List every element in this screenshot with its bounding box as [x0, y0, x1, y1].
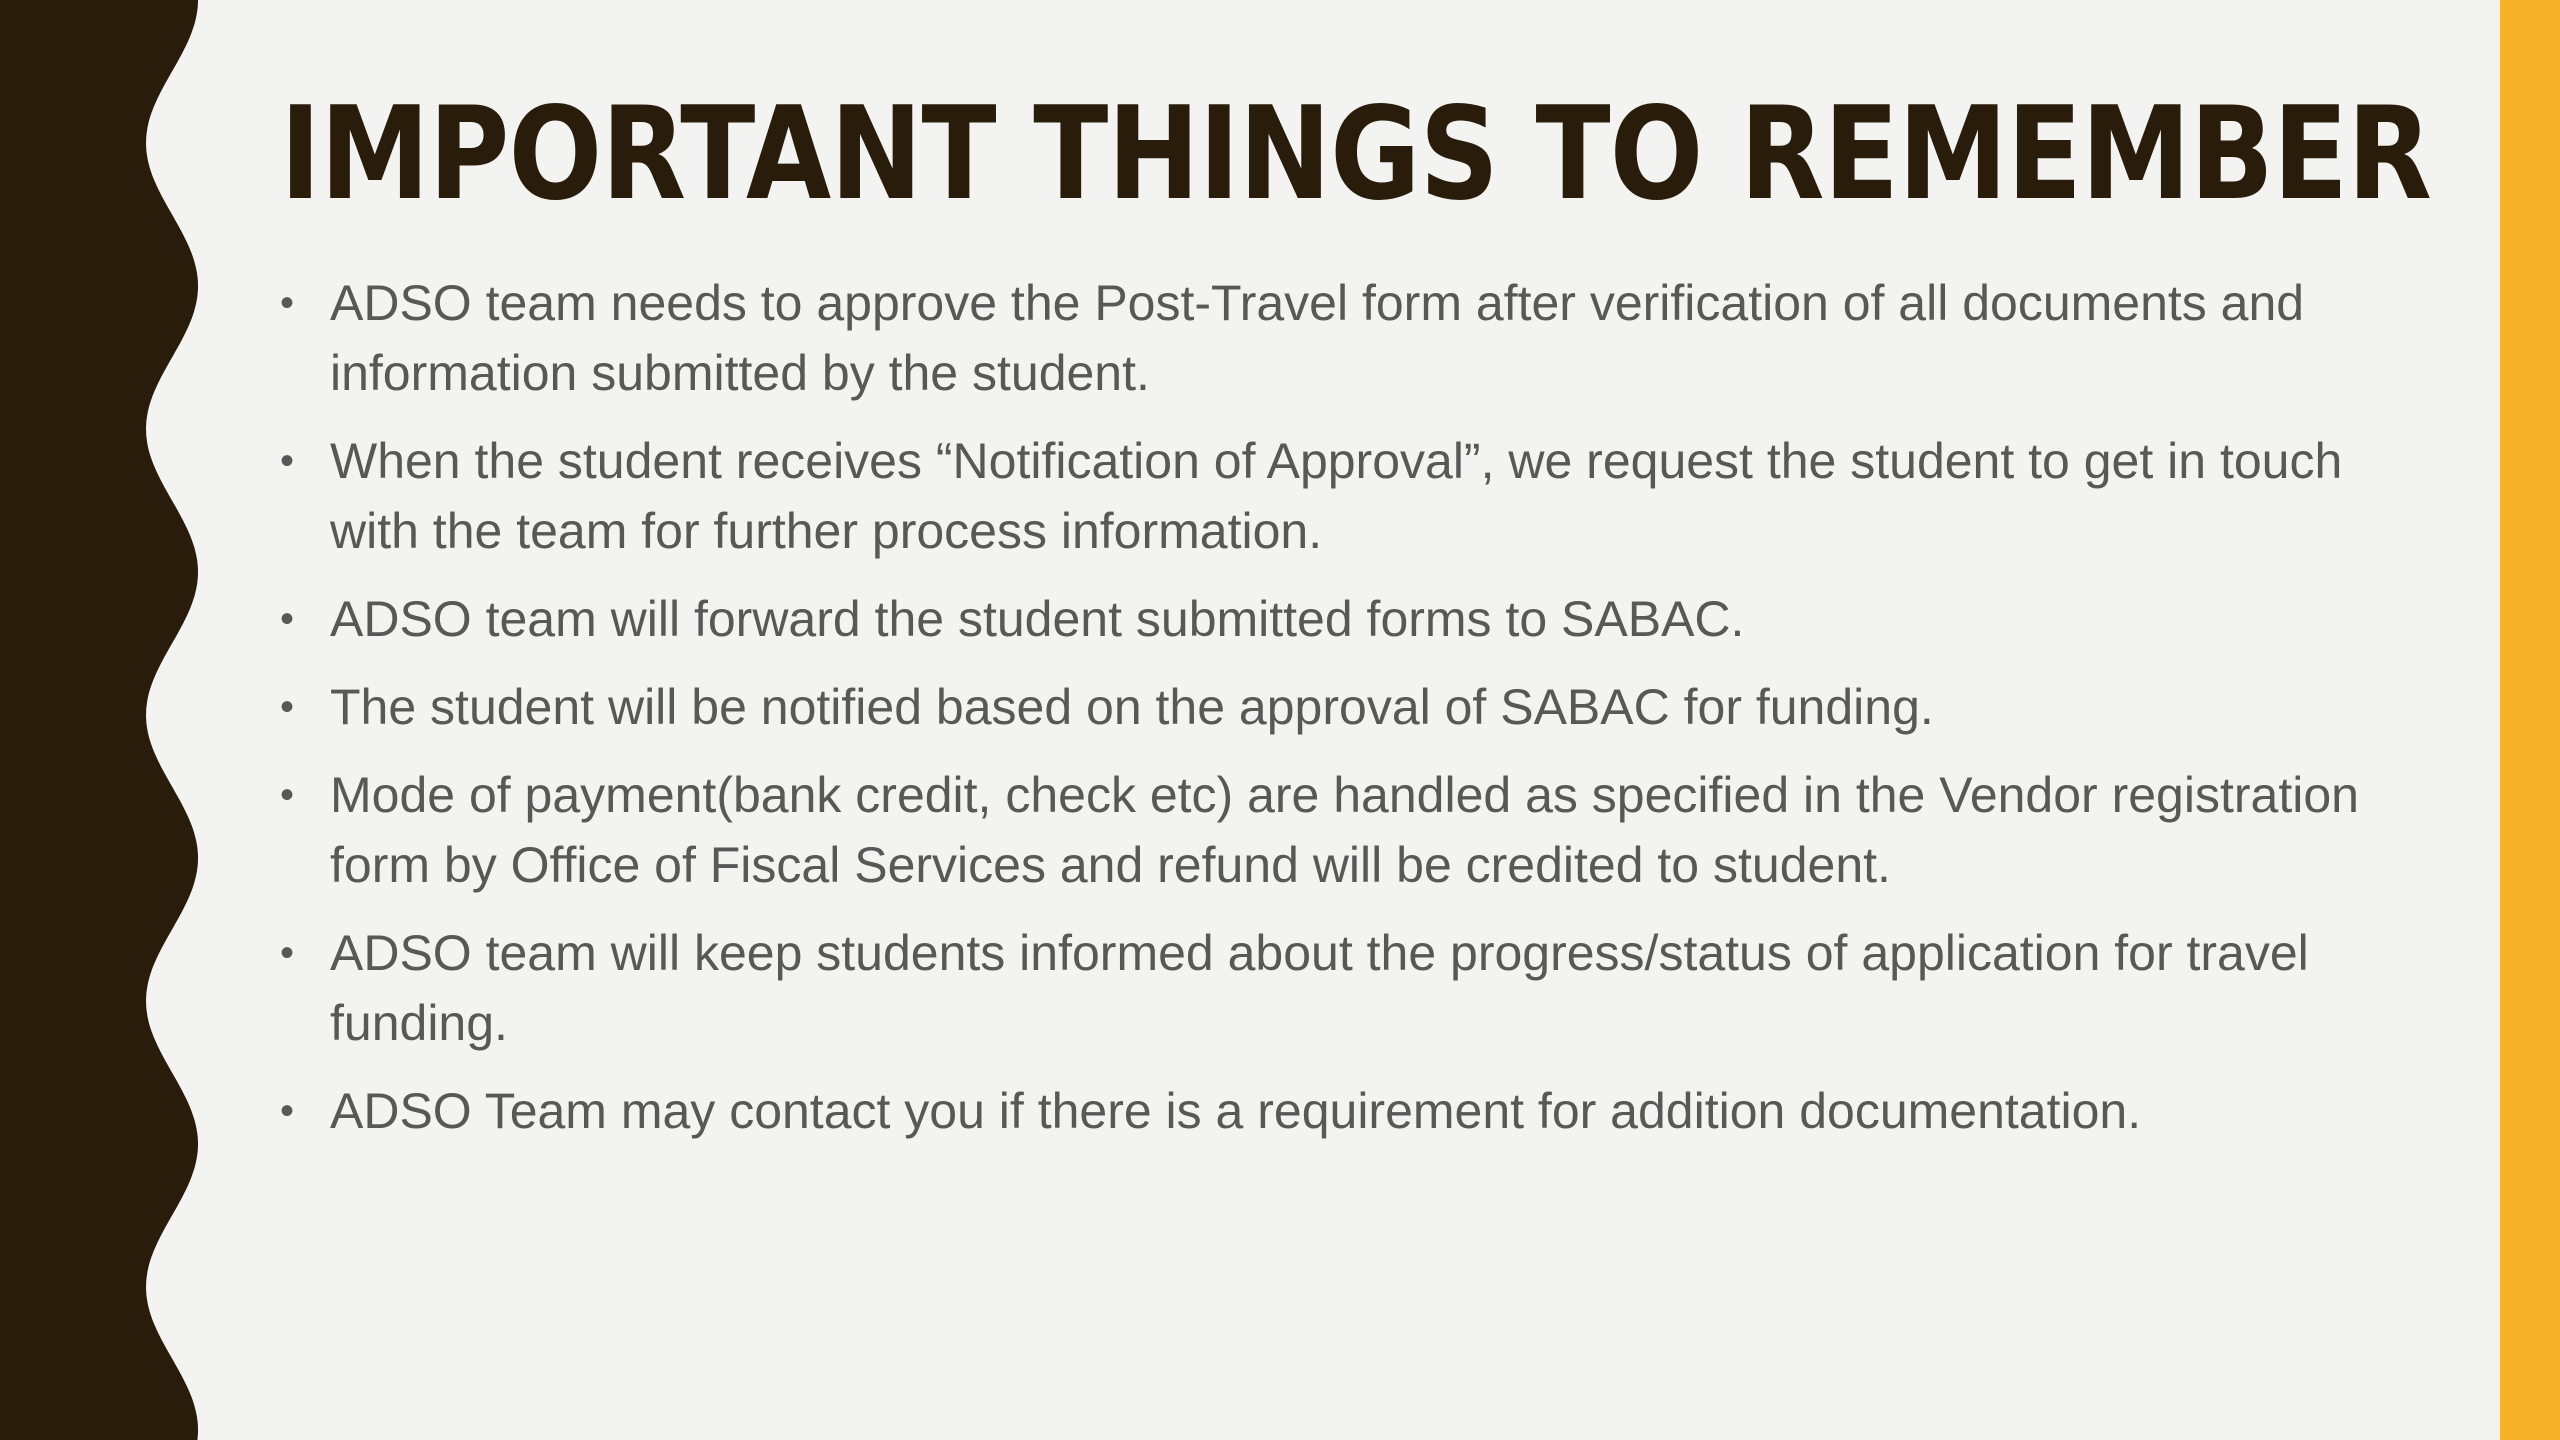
bullet-dot-icon: • — [280, 281, 295, 325]
wave-shape — [0, 0, 198, 1440]
bullet-list — [280, 268, 2360, 1164]
bullet-item — [280, 1076, 2360, 1146]
bullet-dot-icon: • — [280, 773, 295, 817]
bullet-item — [280, 760, 2360, 900]
wavy-left-band — [0, 0, 200, 1440]
bullet-text: ADSO team will forward the student submitted forms to SABAC. — [330, 591, 1745, 647]
right-accent-bar — [2500, 0, 2560, 1440]
bullet-item — [280, 268, 2360, 408]
bullet-item — [280, 584, 2360, 654]
bullet-text: ADSO Team may contact you if there is a requirement for addition documentation. — [330, 1083, 2142, 1139]
bullet-dot-icon: • — [280, 597, 295, 641]
bullet-item — [280, 672, 2360, 742]
bullet-dot-icon: • — [280, 931, 295, 975]
bullet-dot-icon: • — [280, 1089, 295, 1133]
bullet-text: When the student receives “Notification of Approval”, we request the student to get in touch with the team for further process information. — [330, 433, 2343, 559]
bullet-text: Mode of payment(bank credit, check etc) are handled as specified in the Vendor registration form by Office of Fiscal Services and refund will be credited to student. — [330, 767, 2359, 893]
bullet-item — [280, 918, 2360, 1058]
bullet-text: ADSO team will keep students informed about the progress/status of application for travel funding. — [330, 925, 2309, 1051]
bullet-dot-icon: • — [280, 685, 295, 729]
bullet-text: ADSO team needs to approve the Post-Travel form after verification of all documents and information submitted by the student. — [330, 275, 2305, 401]
slide-title: IMPORTANT THINGS TO REMEMBER — [280, 80, 2432, 229]
bullet-text: The student will be notified based on the approval of SABAC for funding. — [330, 679, 1934, 735]
bullet-dot-icon: • — [280, 439, 295, 483]
bullet-item — [280, 426, 2360, 566]
